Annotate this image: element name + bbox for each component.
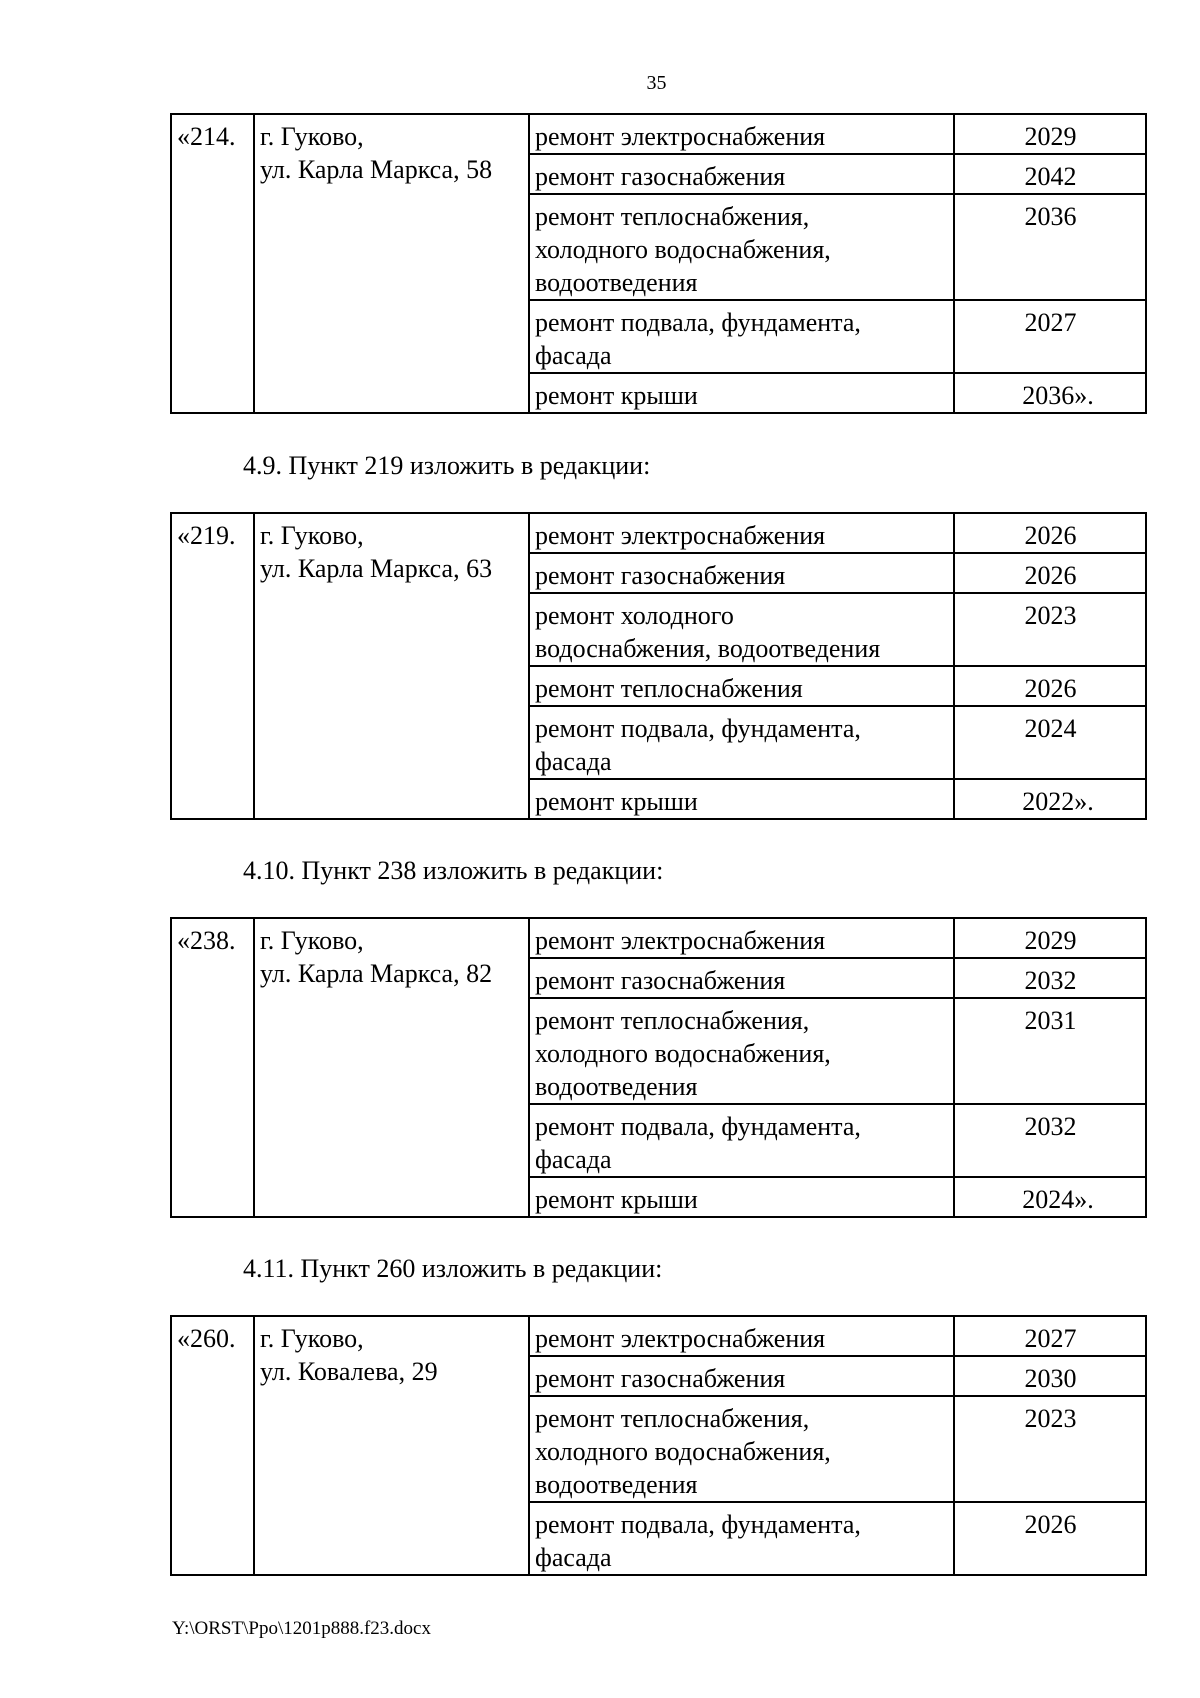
page-number: 35 [646,72,667,94]
repair-schedule-table-214 [170,113,1147,414]
address-city: г. Гуково, [260,926,364,955]
work-cell [529,300,954,373]
amendment-heading-260: 4.11. Пункт 260 изложить в редакции: [243,1254,663,1283]
work-line: водоснабжения, водоотведения [535,634,881,663]
address-street: ул. Ковалева, 29 [260,1357,438,1386]
year-cell: 2031 [954,998,1146,1104]
work-cell [529,1356,954,1396]
address-cell [254,114,529,413]
year-cell: 2023 [954,593,1146,666]
work-line: ремонт холодного [535,601,734,630]
work-line: холодного водоснабжения, [535,235,831,264]
work-line: ремонт подвала, фундамента, [535,1112,861,1141]
work-line: ремонт подвала, фундамента, [535,1510,861,1539]
work-line: ремонт газоснабжения [535,561,786,590]
address-city: г. Гуково, [260,122,364,151]
year-cell: 2027 [954,300,1146,373]
item-number: «238. [171,918,254,1217]
repair-schedule-table-219 [170,512,1147,820]
address-city: г. Гуково, [260,521,364,550]
work-line: фасада [535,341,612,370]
year-cell: 2032 [954,1104,1146,1177]
document-file-path: Y:\ORST\Ppo\1201p888.f23.docx [172,1618,431,1639]
work-cell [529,1316,954,1356]
work-cell [529,593,954,666]
amendment-heading-219: 4.9. Пункт 219 изложить в редакции: [243,451,651,480]
year-cell: 2042 [954,154,1146,194]
work-cell [529,513,954,553]
work-line: ремонт электроснабжения [535,926,826,955]
year-cell: 2024». [954,1177,1146,1217]
year-cell: 2027 [954,1316,1146,1356]
work-line: ремонт крыши [535,381,698,410]
address-cell [254,1316,529,1575]
work-line: фасада [535,1145,612,1174]
item-number: «260. [171,1316,254,1575]
amendment-heading-238: 4.10. Пункт 238 изложить в редакции: [243,856,664,885]
year-cell: 2026 [954,553,1146,593]
address-city: г. Гуково, [260,1324,364,1353]
work-line: ремонт электроснабжения [535,122,826,151]
address-cell [254,918,529,1217]
year-cell: 2036». [954,373,1146,413]
work-line: ремонт газоснабжения [535,966,786,995]
address-street: ул. Карла Маркса, 82 [260,959,493,988]
year-cell: 2030 [954,1356,1146,1396]
year-cell: 2026 [954,1502,1146,1575]
work-line: водоотведения [535,1470,698,1499]
work-line: ремонт теплоснабжения, [535,202,810,231]
item-number: «219. [171,513,254,819]
work-cell [529,779,954,819]
work-line: ремонт газоснабжения [535,162,786,191]
work-line: ремонт подвала, фундамента, [535,714,861,743]
year-cell: 2023 [954,1396,1146,1502]
work-line: холодного водоснабжения, [535,1437,831,1466]
work-cell [529,194,954,300]
year-cell: 2036 [954,194,1146,300]
work-line: ремонт крыши [535,1185,698,1214]
work-cell [529,918,954,958]
year-cell: 2029 [954,114,1146,154]
work-line: ремонт теплоснабжения, [535,1404,810,1433]
address-street: ул. Карла Маркса, 58 [260,155,493,184]
work-line: ремонт крыши [535,787,698,816]
year-cell: 2029 [954,918,1146,958]
year-cell: 2024 [954,706,1146,779]
year-cell: 2026 [954,666,1146,706]
work-cell [529,958,954,998]
work-line: ремонт теплоснабжения, [535,1006,810,1035]
work-line: ремонт газоснабжения [535,1364,786,1393]
work-line: водоотведения [535,1072,698,1101]
work-cell [529,1502,954,1575]
year-cell: 2026 [954,513,1146,553]
work-line: ремонт электроснабжения [535,1324,826,1353]
work-cell [529,998,954,1104]
work-cell [529,666,954,706]
work-line: ремонт электроснабжения [535,521,826,550]
work-line: ремонт подвала, фундамента, [535,308,861,337]
work-line: холодного водоснабжения, [535,1039,831,1068]
work-line: фасада [535,747,612,776]
year-cell: 2032 [954,958,1146,998]
work-cell [529,114,954,154]
year-cell: 2022». [954,779,1146,819]
work-cell [529,1396,954,1502]
work-cell [529,154,954,194]
work-line: фасада [535,1543,612,1572]
repair-schedule-table-260 [170,1315,1147,1576]
work-line: ремонт теплоснабжения [535,674,803,703]
address-street: ул. Карла Маркса, 63 [260,554,493,583]
item-number: «214. [171,114,254,413]
work-cell [529,706,954,779]
address-cell [254,513,529,819]
work-cell [529,373,954,413]
work-cell [529,1177,954,1217]
work-cell [529,553,954,593]
work-cell [529,1104,954,1177]
repair-schedule-table-238 [170,917,1147,1218]
work-line: водоотведения [535,268,698,297]
